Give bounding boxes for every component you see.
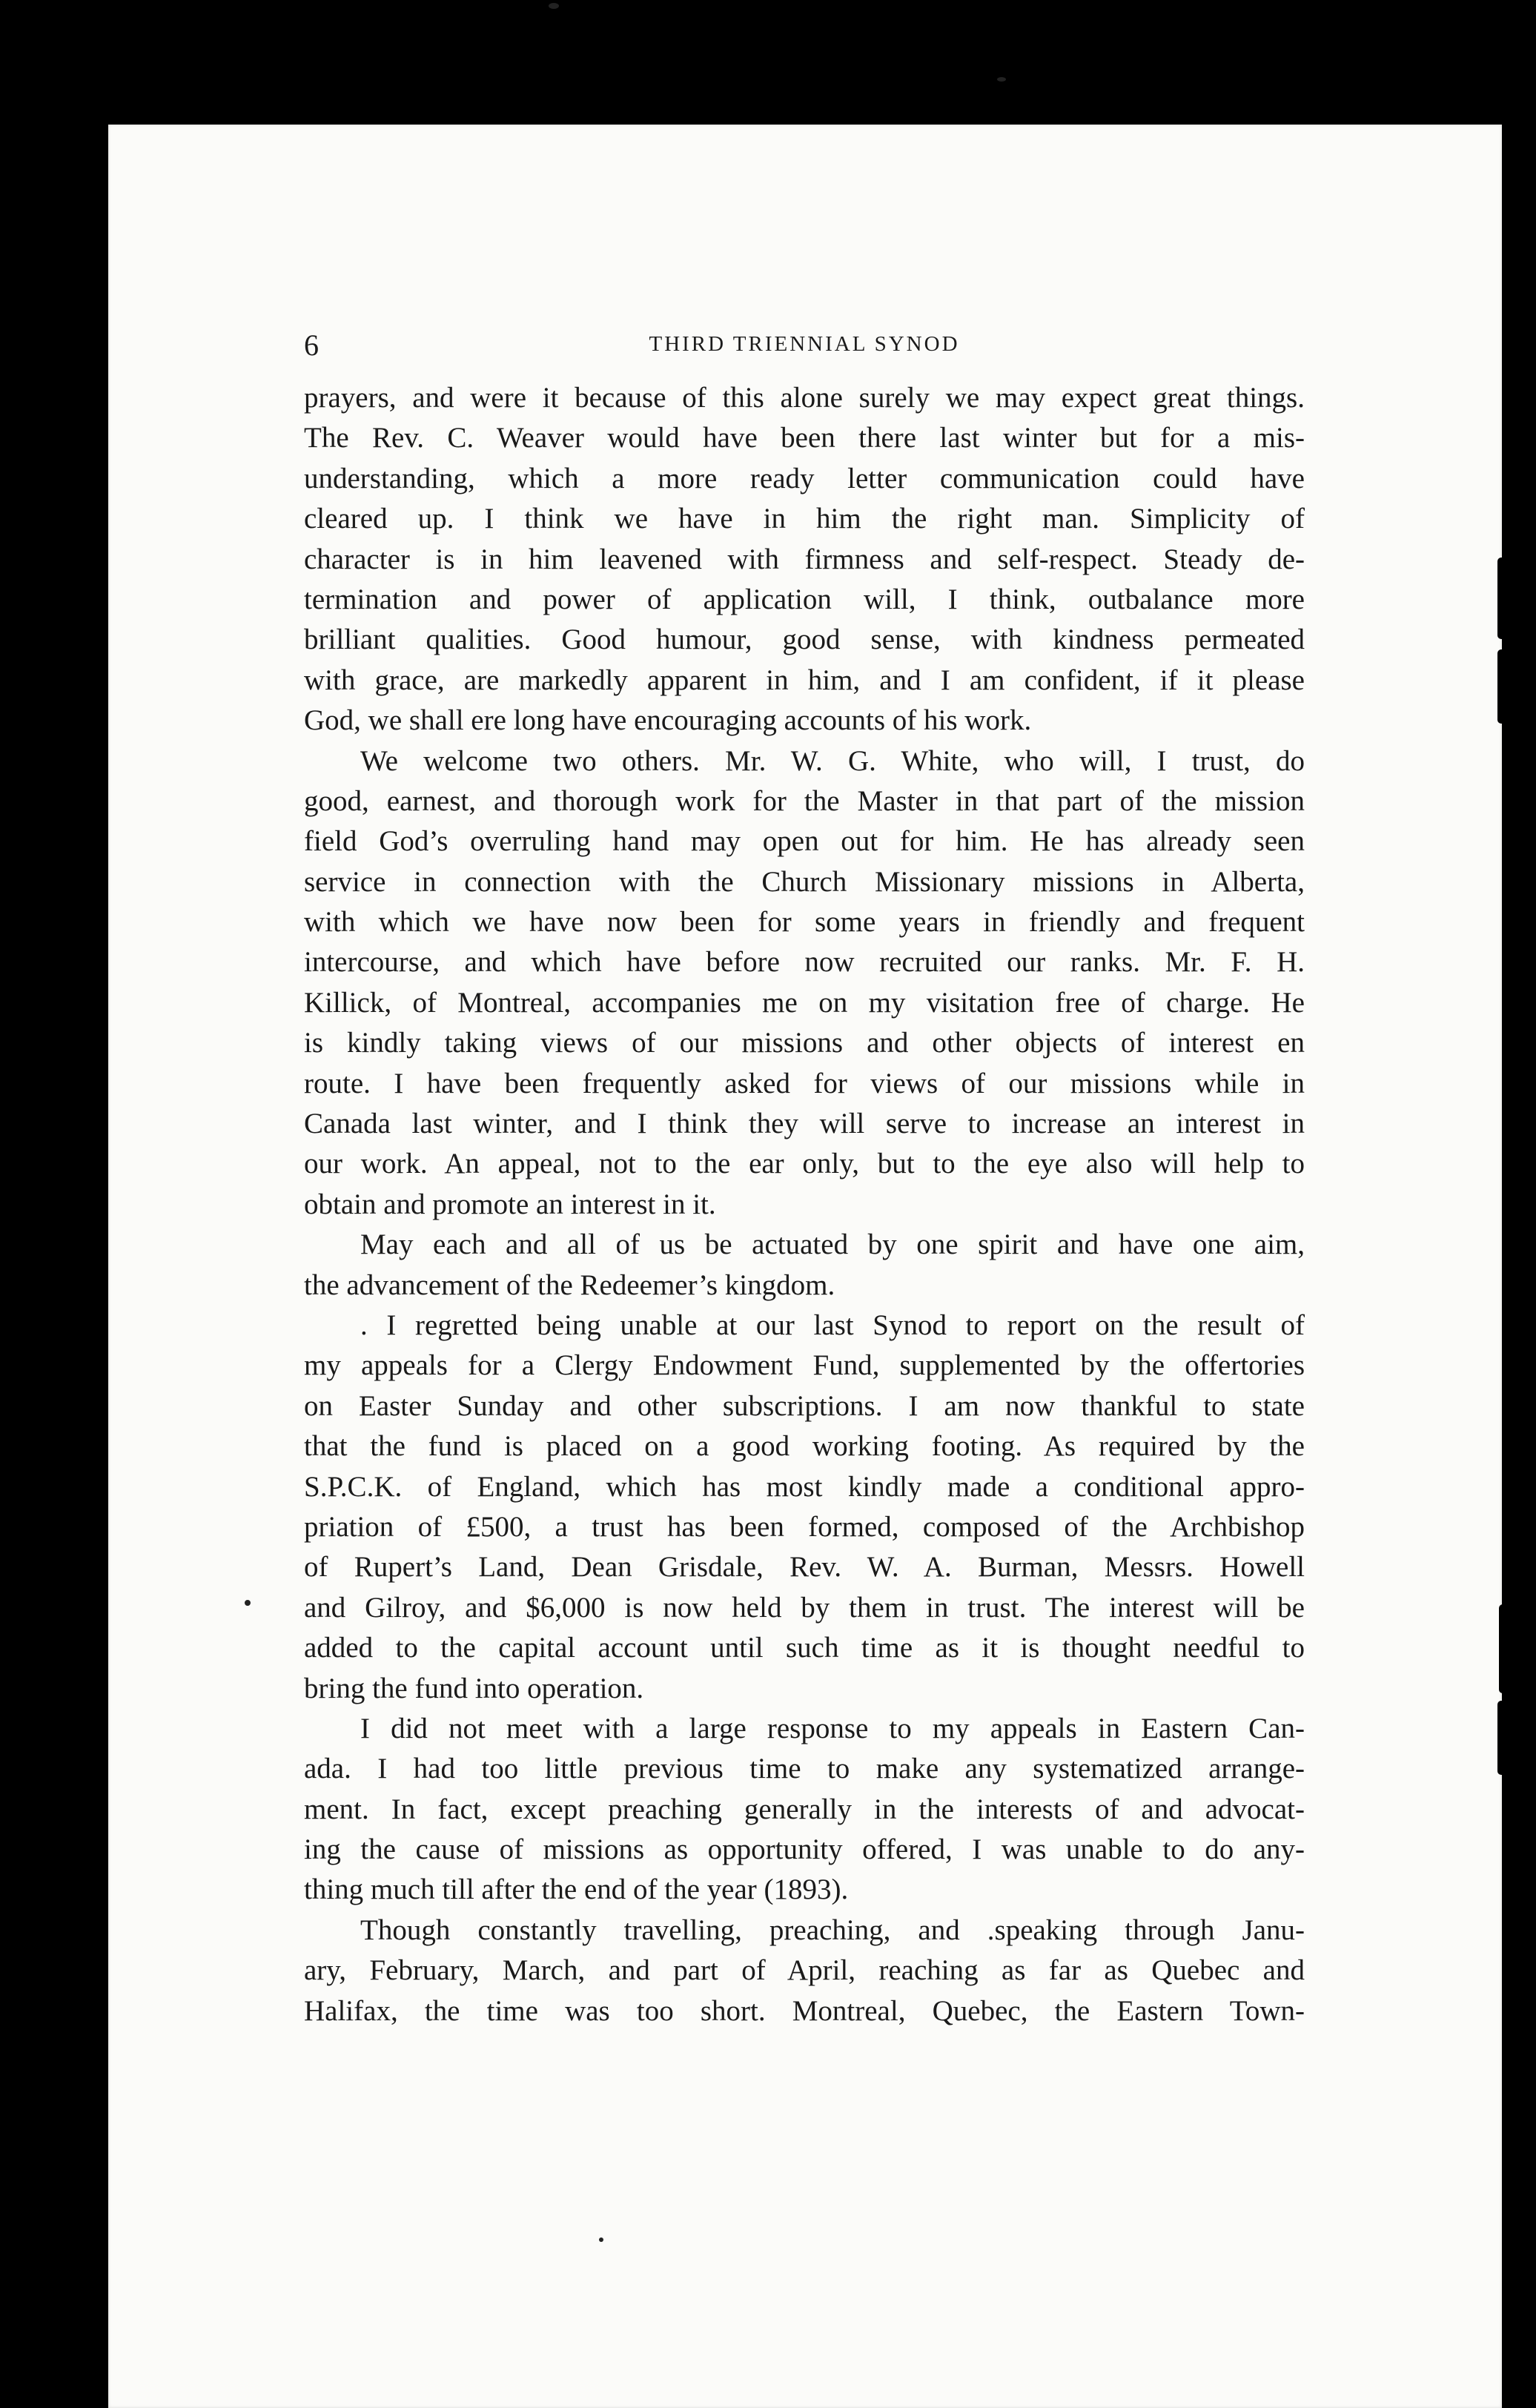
- dust-speck: [599, 2237, 603, 2242]
- text-line: Canada last winter, and I think they will serve to increase an interest in: [304, 1108, 1305, 1140]
- text-line: ada. I had too little previous time to make any systematized arrange-: [304, 1753, 1305, 1785]
- text-line: good, earnest, and thorough work for the Master in that part of the mission: [304, 784, 1305, 817]
- text-line: cleared up. I think we have in him the right man. Simplicity of: [304, 503, 1305, 535]
- text-line: service in connection with the Church Missionary missions in Alberta,: [304, 865, 1305, 898]
- margin-mark: [1497, 558, 1508, 639]
- text-line: understanding, which a more ready letter communication could have: [304, 462, 1305, 494]
- text-line: bring the fund into operation.: [304, 1672, 644, 1704]
- body-text: [304, 378, 1305, 2031]
- text-line: We welcome two others. Mr. W. G. White, who will, I trust, do: [360, 744, 1305, 777]
- dust-speck: [245, 1600, 251, 1606]
- page-number: 6: [304, 328, 319, 362]
- text-line: of Rupert’s Land, Dean Grisdale, Rev. W. A. Burman, Messrs. Howell: [304, 1551, 1305, 1584]
- running-head: THIRD TRIENNIAL SYNOD: [649, 332, 960, 356]
- margin-mark: [1499, 1604, 1508, 1693]
- text-line: my appeals for a Clergy Endowment Fund, supplemented by the offertories: [304, 1349, 1305, 1382]
- text-line: ary, February, March, and part of April, reaching as far as Quebec and: [304, 1954, 1305, 1987]
- text-line: Though constantly travelling, preaching, and .speaking through Janu-: [360, 1914, 1305, 1946]
- text-line: character is in him leavened with firmness and self-respect. Steady de-: [304, 543, 1305, 575]
- page-header: [304, 328, 1305, 372]
- text-line: the advancement of the Redeemer’s kingdom.: [304, 1268, 835, 1301]
- text-line: The Rev. C. Weaver would have been there last winter but for a mis-: [304, 422, 1305, 454]
- dust-speck: [549, 3, 559, 9]
- text-line: Killick, of Montreal, accompanies me on my visitation free of charge. He: [304, 986, 1305, 1019]
- text-line: priation of £500, a trust has been formed, composed of the Archbishop: [304, 1510, 1305, 1543]
- margin-mark: [1497, 1701, 1508, 1775]
- text-line: brilliant qualities. Good humour, good sense, with kindness permeated: [304, 624, 1305, 656]
- text-line: . I regretted being unable at our last Synod to report on the result of: [360, 1309, 1305, 1341]
- text-line: intercourse, and which have before now recruited our ranks. Mr. F. H.: [304, 946, 1305, 979]
- text-line: and Gilroy, and $6,000 is now held by them in trust. The interest will be: [304, 1591, 1305, 1624]
- text-line: I did not meet with a large response to my appeals in Eastern Can-: [360, 1712, 1305, 1744]
- text-line: Halifax, the time was too short. Montreal, Quebec, the Eastern Town-: [304, 1994, 1305, 2027]
- text-line: with which we have now been for some years in friendly and frequent: [304, 906, 1305, 939]
- text-line: route. I have been frequently asked for views of our missions while in: [304, 1067, 1305, 1099]
- text-line: that the fund is placed on a good working footing. As required by the: [304, 1430, 1305, 1463]
- text-line: termination and power of application will, I think, outbalance more: [304, 583, 1305, 615]
- text-line: on Easter Sunday and other subscriptions. I am now thankful to state: [304, 1389, 1305, 1422]
- text-line: obtain and promote an interest in it.: [304, 1188, 716, 1220]
- text-line: prayers, and were it because of this alone surely we may expect great things.: [304, 382, 1305, 414]
- text-line: God, we shall ere long have encouraging accounts of his work.: [304, 704, 1032, 737]
- text-line: S.P.C.K. of England, which has most kindly made a conditional appro-: [304, 1470, 1305, 1503]
- text-line: May each and all of us be actuated by one spirit and have one aim,: [360, 1228, 1305, 1261]
- text-line: with grace, are markedly apparent in him, and I am confident, if it please: [304, 664, 1305, 696]
- text-line: ment. In fact, except preaching generally in the interests of and advocat-: [304, 1793, 1305, 1825]
- text-line: our work. An appeal, not to the ear only, but to the eye also will help to: [304, 1148, 1305, 1180]
- margin-mark: [1497, 649, 1508, 724]
- dust-speck: [997, 77, 1006, 82]
- text-line: is kindly taking views of our missions and other objects of interest en: [304, 1027, 1305, 1059]
- text-line: thing much till after the end of the year (1893).: [304, 1873, 849, 1906]
- text-line: field God’s overruling hand may open out for him. He has already seen: [304, 825, 1305, 858]
- text-line: ing the cause of missions as opportunity offered, I was unable to do any-: [304, 1833, 1305, 1866]
- text-line: added to the capital account until such time as it is thought needful to: [304, 1632, 1305, 1664]
